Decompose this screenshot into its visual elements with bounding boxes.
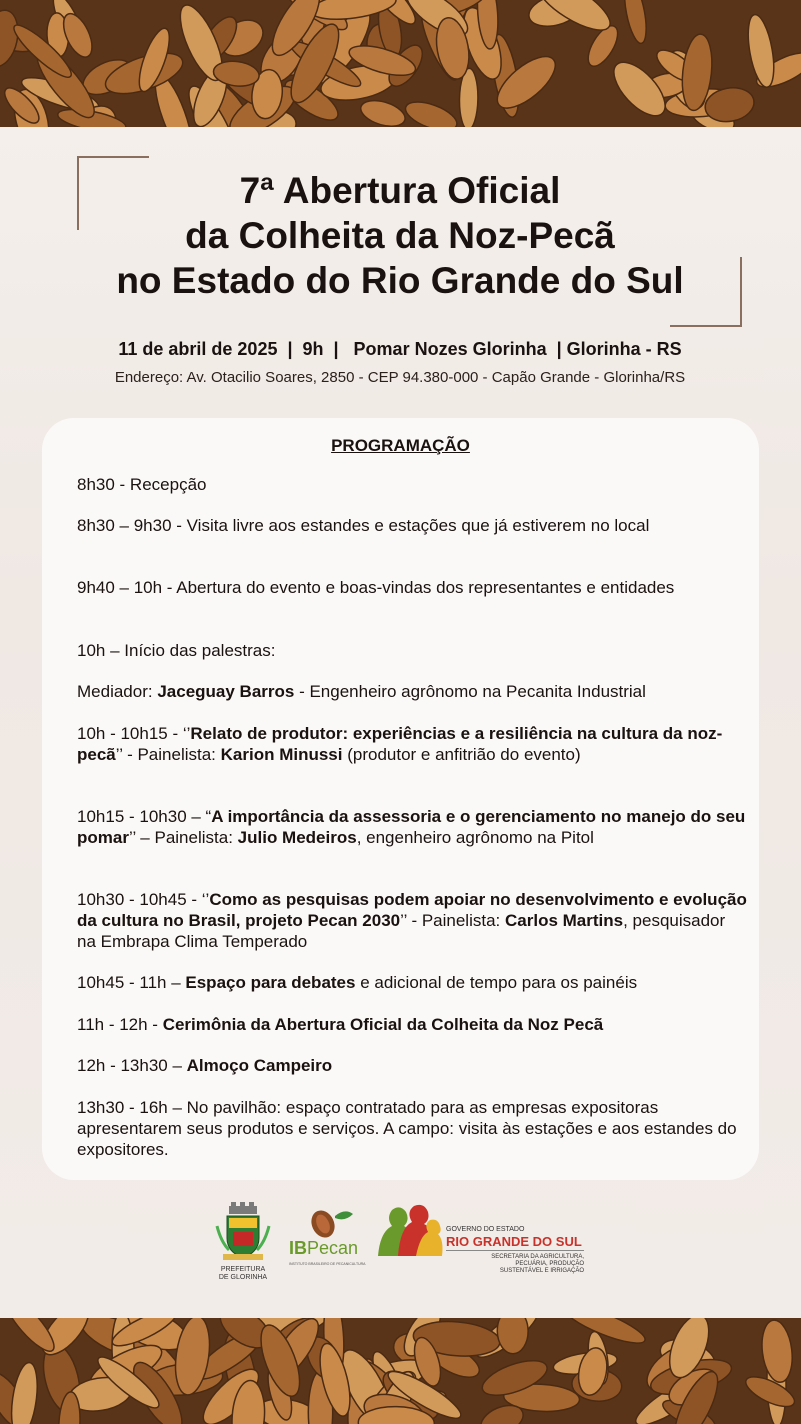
rs-gov-label: GOVERNO DO ESTADO xyxy=(446,1226,525,1233)
rs-name-label: RIO GRANDE DO SUL xyxy=(446,1234,582,1249)
rs-secretaria-line-3: SUSTENTÁVEL E IRRIGAÇÃO xyxy=(499,1268,584,1274)
glorinha-label: DE GLORINHA xyxy=(218,1274,268,1281)
rs-secretaria-line-1: SECRETARIA DA AGRICULTURA, xyxy=(491,1254,584,1260)
program-item: 10h30 - 10h45 - ‘’Como as pesquisas podem apoiar no desenvolvimento e evolução da cultura no Brasil, projeto Pecan 2030’’ - Painelista: Carlos Martins, pesquisador na Embrapa Clima Temperado xyxy=(77,890,747,951)
pecan-photo-bottom xyxy=(0,1318,801,1424)
rs-people-silhouettes-icon xyxy=(376,1202,446,1258)
pecan-photo-top xyxy=(0,0,801,127)
program-item: 13h30 - 16h – No pavilhão: espaço contratado para as empresas expositoras apresentarem seus produtos e serviços. A campo: visita às estações e aos estandes do expositores. xyxy=(77,1098,737,1159)
prefeitura-glorinha-logo xyxy=(215,1202,271,1286)
program-item: 8h30 - Recepção xyxy=(77,475,207,494)
program-item: 10h - 10h15 - ‘’Relato de produtor: experiências e a resiliência na cultura da noz-pecã’’ - Painelista: Karion Minussi (produtor e anfitrião do evento) xyxy=(77,724,723,764)
program-item: 9h40 – 10h - Abertura do evento e boas-vindas dos representantes e entidades xyxy=(77,578,675,597)
pecan-nut-icon xyxy=(299,1206,359,1240)
program-item: 8h30 – 9h30 - Visita livre aos estandes e estações que já estiverem no local xyxy=(77,516,650,535)
program-heading: PROGRAMAÇÃO xyxy=(331,436,470,455)
program-item: 12h - 13h30 – Almoço Campeiro xyxy=(77,1056,333,1075)
event-title-line-2: da Colheita da Noz-Pecã xyxy=(185,215,615,256)
program-item: 10h15 - 10h30 – “A importância da assessoria e o gerenciamento no manejo do seu pomar’’ – Painelista: Julio Medeiros, engenheiro agrônomo na Pitol xyxy=(77,807,746,847)
rs-government-logo xyxy=(376,1202,596,1288)
event-address: Endereço: Av. Otacilio Soares, 2850 - CEP 94.380-000 - Capão Grande - Glorinha/RS xyxy=(114,369,686,386)
ibpecan-subtitle: INSTITUTO BRASILEIRO DE PECANICULTURA xyxy=(289,1262,366,1266)
event-date-location: 11 de abril de 2025 | 9h | Pomar Nozes Glorinha | Glorinha - RS xyxy=(118,339,682,359)
program-item: 10h45 - 11h – Espaço para debates e adicional de tempo para os painéis xyxy=(77,973,638,992)
event-title-line-1: 7ª Abertura Oficial xyxy=(239,170,561,211)
ibpecan-ib-text: IB xyxy=(289,1238,307,1258)
event-title-line-3: no Estado do Rio Grande do Sul xyxy=(116,260,684,301)
program-item: 10h – Início das palestras: xyxy=(77,641,276,660)
program-item: 11h - 12h - Cerimônia da Abertura Oficial da Colheita da Noz Pecã xyxy=(77,1015,604,1034)
program-item: Mediador: Jaceguay Barros - Engenheiro agrônomo na Pecanita Industrial xyxy=(77,682,646,701)
sponsor-logos xyxy=(0,1198,801,1298)
event-title xyxy=(40,168,760,303)
glorinha-crest-icon xyxy=(215,1202,271,1264)
ibpecan-pecan-text: Pecan xyxy=(307,1238,359,1258)
ibpecan-logo xyxy=(289,1206,366,1276)
rs-secretaria-line-2: PECUÁRIA, PRODUÇÃO xyxy=(515,1261,584,1267)
prefeitura-label: PREFEITURA xyxy=(220,1266,266,1273)
